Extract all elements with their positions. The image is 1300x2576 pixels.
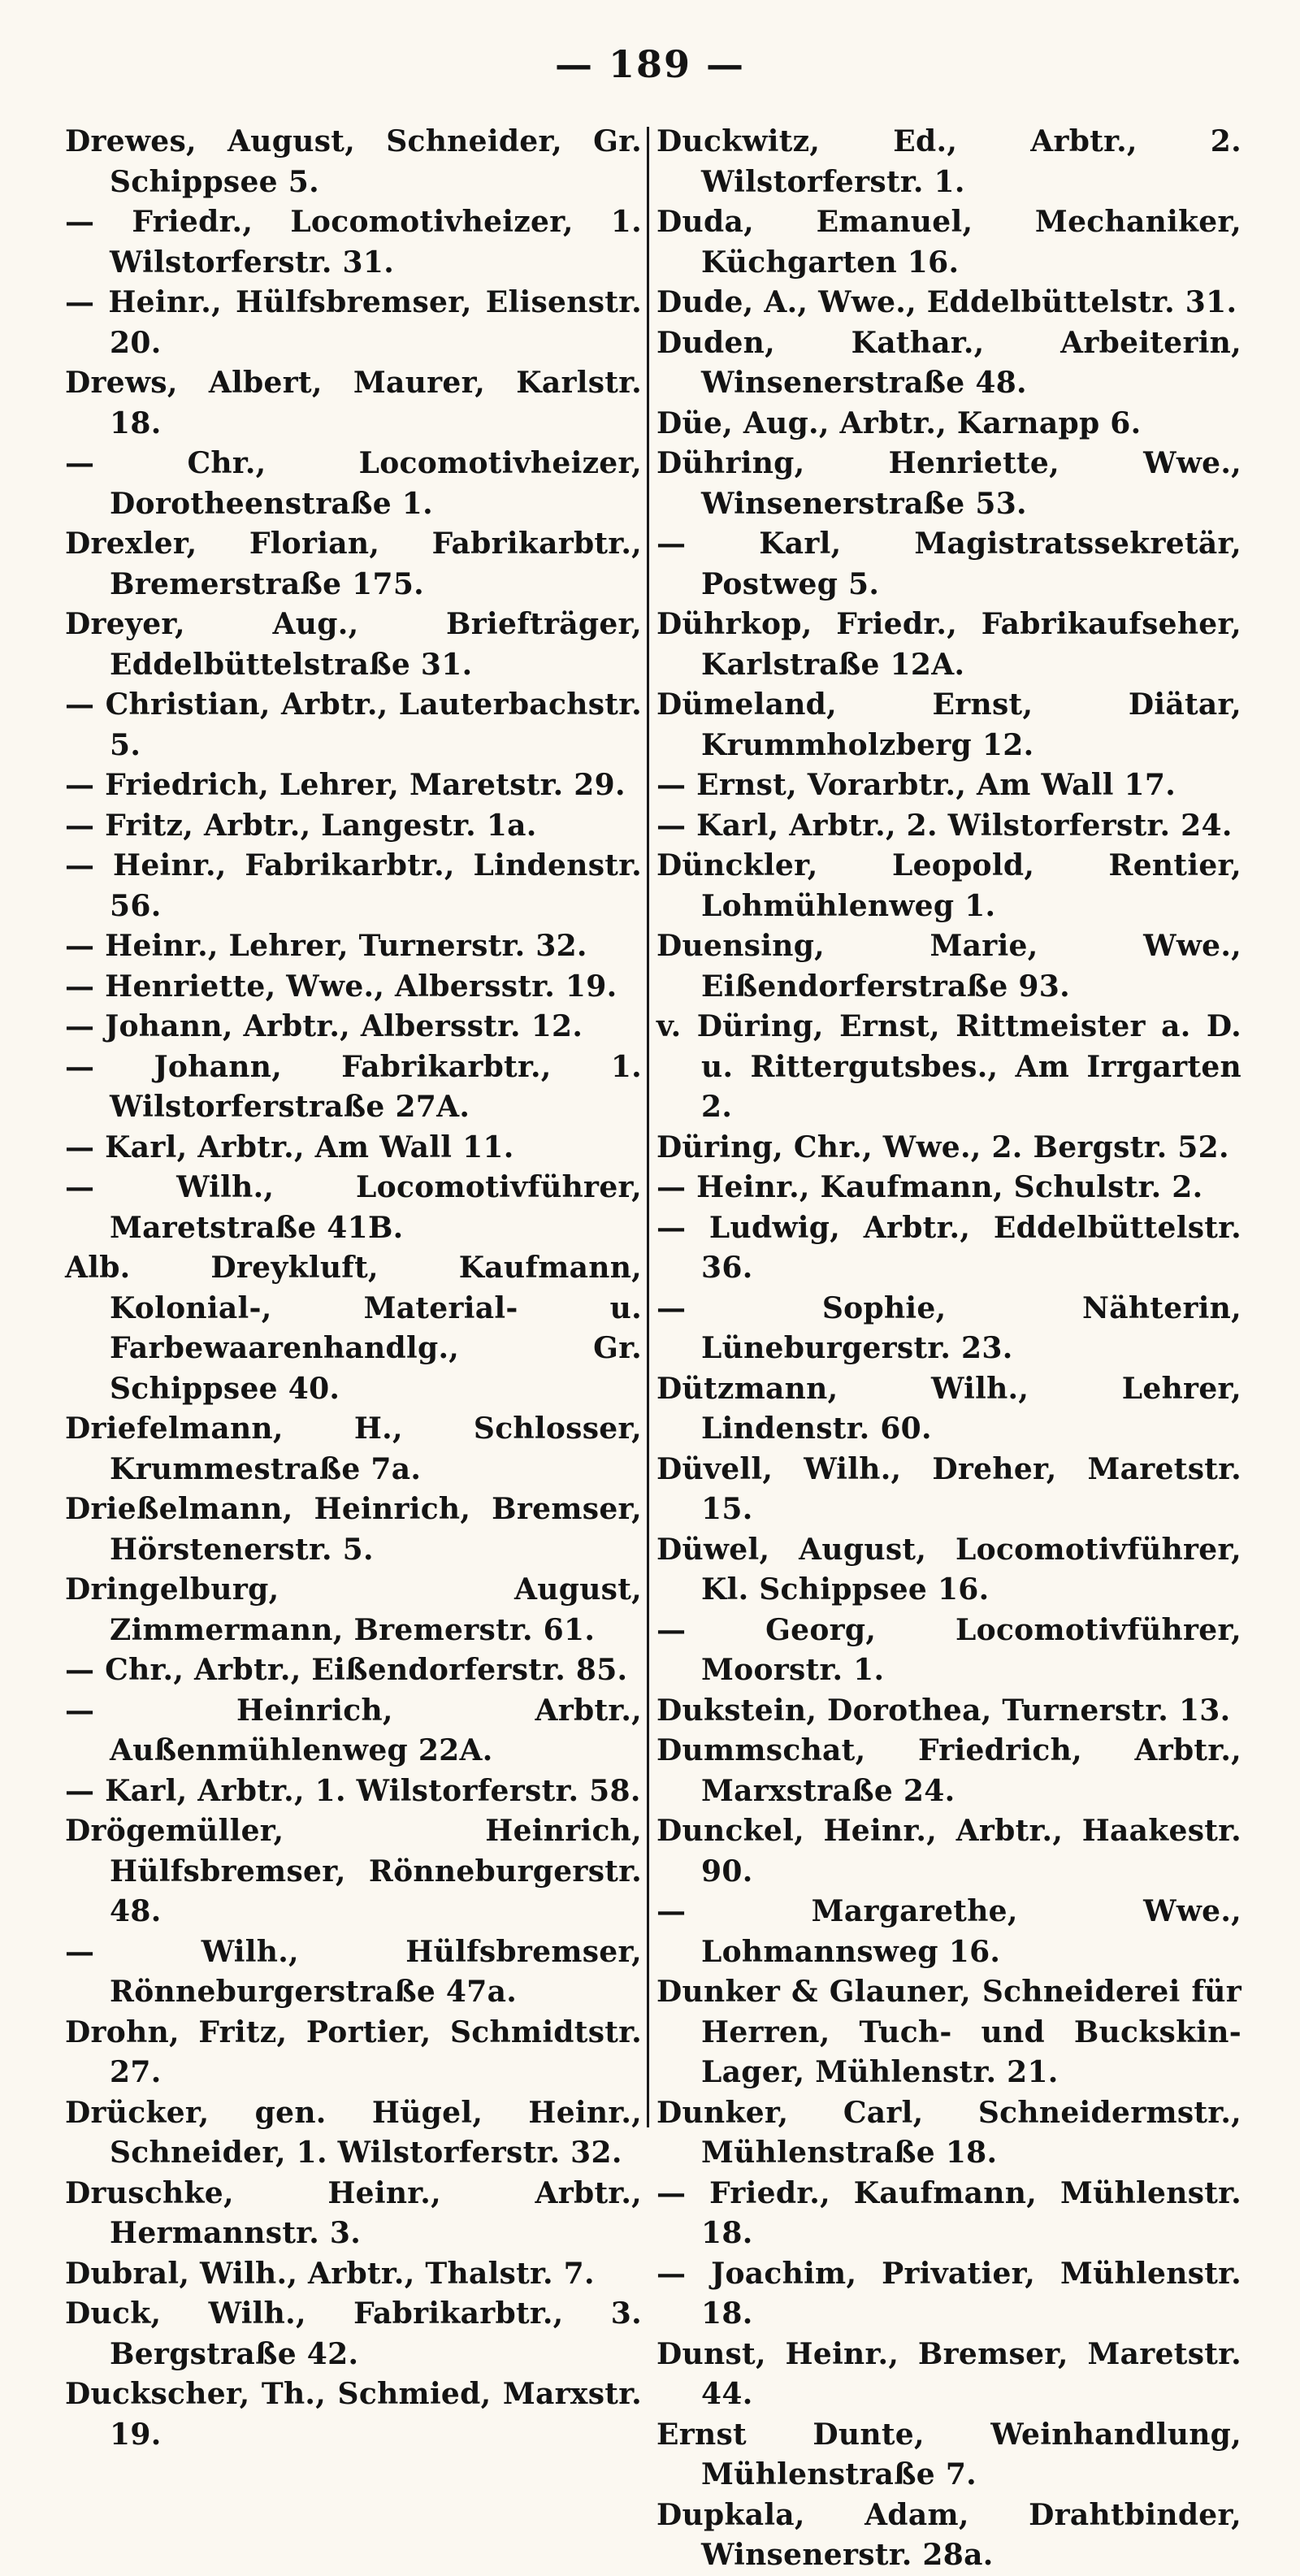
- directory-entry: v. Düring, Ernst, Rittmeister a. D. u. Rittergutsbes., Am Irrgarten 2.: [656, 1009, 1242, 1124]
- directory-entry: — Karl, Magistratssekretär, Postweg 5.: [656, 527, 1242, 601]
- directory-entry: Dützmann, Wilh., Lehrer, Lindenstr. 60.: [656, 1371, 1242, 1446]
- directory-entry: — Christian, Arbtr., Lauterbachstr. 5.: [65, 687, 642, 762]
- directory-entry: Düe, Aug., Arbtr., Karnapp 6.: [656, 405, 1142, 440]
- directory-entry: Düvell, Wilh., Dreher, Maretstr. 15.: [656, 1451, 1242, 1526]
- directory-entry: — Johann, Fabrikarbtr., 1. Wilstorferstraße 27A.: [65, 1049, 642, 1124]
- directory-entry: Drews, Albert, Maurer, Karlstr. 18.: [65, 366, 642, 440]
- directory-entry: Duda, Emanuel, Mechaniker, Küchgarten 16.: [656, 205, 1242, 280]
- directory-entry: Drexler, Florian, Fabrikarbtr., Bremerstraße 175.: [65, 527, 642, 601]
- directory-entry: Dunckel, Heinr., Arbtr., Haakestr. 90.: [656, 1814, 1242, 1889]
- directory-entry: — Heinr., Lehrer, Turnerstr. 32.: [65, 929, 587, 963]
- directory-entry: Drücker, gen. Hügel, Heinr., Schneider, 1. Wilstorferstr. 32.: [65, 2095, 642, 2170]
- directory-entry: Dunker & Glauner, Schneiderei für Herren, Tuch- und Buckskin-Lager, Mühlenstr. 21.: [656, 1975, 1242, 2089]
- directory-entry: Duckwitz, Ed., Arbtr., 2. Wilstorferstr. 1.: [656, 124, 1242, 199]
- directory-entry: Drögemüller, Heinrich, Hülfsbremser, Rönneburgerstr. 48.: [65, 1814, 642, 1928]
- directory-entry: Dümeland, Ernst, Diätar, Krummholzberg 12.: [656, 687, 1242, 762]
- directory-entry: — Chr., Locomotivheizer, Dorotheenstraße 1.: [65, 446, 642, 521]
- directory-entry: — Karl, Arbtr., Am Wall 11.: [65, 1130, 514, 1164]
- directory-entry: Düwel, August, Locomotivführer, Kl. Schippsee 16.: [656, 1532, 1242, 1607]
- directory-entry: Dude, A., Wwe., Eddelbüttelstr. 31.: [656, 285, 1237, 319]
- directory-entry: — Heinr., Hülfsbremser, Elisenstr. 20.: [65, 285, 642, 360]
- left-column: [65, 122, 642, 2455]
- directory-entry: — Ernst, Vorarbtr., Am Wall 17.: [656, 768, 1176, 802]
- directory-entry: Ernst Dunte, Weinhandlung, Mühlenstraße 7.: [656, 2417, 1242, 2491]
- directory-entry: — Karl, Arbtr., 2. Wilstorferstr. 24.: [656, 808, 1233, 843]
- directory-entry: Dunker, Carl, Schneidermstr., Mühlenstraße 18.: [656, 2095, 1242, 2170]
- directory-entry: Alb. Dreykluft, Kaufmann, Kolonial-, Material- u. Farbewaarenhandlg., Gr. Schippsee 40.: [65, 1251, 642, 1406]
- directory-entry: — Ludwig, Arbtr., Eddelbüttelstr. 36.: [656, 1210, 1242, 1285]
- directory-entry: — Henriette, Wwe., Albersstr. 19.: [65, 969, 618, 1004]
- directory-entry: — Heinr., Fabrikarbtr., Lindenstr. 56.: [65, 848, 642, 923]
- directory-entry: Drießelmann, Heinrich, Bremser, Hörstenerstr. 5.: [65, 1492, 642, 1567]
- directory-entry: — Wilh., Hülfsbremser, Rönneburgerstraße 47a.: [65, 1934, 642, 2009]
- directory-entry: Duckscher, Th., Schmied, Marxstr. 19.: [65, 2377, 642, 2452]
- directory-entry: — Chr., Arbtr., Eißendorferstr. 85.: [65, 1653, 628, 1687]
- directory-entry: Drewes, August, Schneider, Gr. Schippsee 5.: [65, 124, 642, 199]
- directory-entry: Druschke, Heinr., Arbtr., Hermannstr. 3.: [65, 2175, 642, 2250]
- column-divider: [647, 127, 649, 2127]
- directory-entry: Dünckler, Leopold, Rentier, Lohmühlenweg 1.: [656, 848, 1242, 923]
- directory-entry: Dukstein, Dorothea, Turnerstr. 13.: [656, 1693, 1231, 1728]
- directory-entry: Dührkop, Friedr., Fabrikaufseher, Karlstraße 12A.: [656, 607, 1242, 682]
- directory-entry: — Johann, Arbtr., Albersstr. 12.: [65, 1009, 583, 1043]
- directory-entry: Dunst, Heinr., Bremser, Maretstr. 44.: [656, 2336, 1242, 2411]
- directory-entry: — Sophie, Nähterin, Lüneburgerstr. 23.: [656, 1290, 1242, 1365]
- directory-entry: — Karl, Arbtr., 1. Wilstorferstr. 58.: [65, 1773, 641, 1808]
- directory-entry: Driefelmann, H., Schlosser, Krummestraße 7a.: [65, 1412, 642, 1486]
- directory-entry: — Friedrich, Lehrer, Maretstr. 29.: [65, 768, 626, 802]
- directory-entry: — Joachim, Privatier, Mühlenstr. 18.: [656, 2256, 1242, 2331]
- directory-entry: — Friedr., Locomotivheizer, 1. Wilstorferstr. 31.: [65, 205, 642, 280]
- directory-entry: Dubral, Wilh., Arbtr., Thalstr. 7.: [65, 2256, 595, 2291]
- directory-entry: — Georg, Locomotivführer, Moorstr. 1.: [656, 1612, 1242, 1687]
- directory-entry: — Fritz, Arbtr., Langestr. 1a.: [65, 808, 537, 843]
- directory-entry: Dühring, Henriette, Wwe., Winsenerstraße 53.: [656, 446, 1242, 521]
- page-number: — 189 —: [554, 42, 746, 86]
- directory-entry: — Friedr., Kaufmann, Mühlenstr. 18.: [656, 2175, 1242, 2250]
- directory-entry: — Wilh., Locomotivführer, Maretstraße 41B.: [65, 1170, 642, 1245]
- directory-entry: Dupkala, Adam, Drahtbinder, Winsenerstr. 28a.: [656, 2497, 1242, 2572]
- right-column: [656, 122, 1242, 2576]
- directory-entry: Duensing, Marie, Wwe., Eißendorferstraße 93.: [656, 929, 1242, 1004]
- directory-entry: — Heinrich, Arbtr., Außenmühlenweg 22A.: [65, 1693, 642, 1767]
- directory-entry: Duck, Wilh., Fabrikarbtr., 3. Bergstraße 42.: [65, 2296, 642, 2371]
- directory-entry: Dummschat, Friedrich, Arbtr., Marxstraße 24.: [656, 1733, 1242, 1808]
- directory-entry: — Margarethe, Wwe., Lohmannsweg 16.: [656, 1894, 1242, 1969]
- directory-entry: Duden, Kathar., Arbeiterin, Winsenerstraße 48.: [656, 325, 1242, 400]
- directory-entry: — Heinr., Kaufmann, Schulstr. 2.: [656, 1170, 1203, 1204]
- directory-entry: Düring, Chr., Wwe., 2. Bergstr. 52.: [656, 1130, 1229, 1164]
- directory-entry: Dringelburg, August, Zimmermann, Bremerstr. 61.: [65, 1572, 642, 1647]
- directory-entry: Dreyer, Aug., Briefträger, Eddelbüttelstraße 31.: [65, 607, 642, 682]
- directory-entry: Drohn, Fritz, Portier, Schmidtstr. 27.: [65, 2014, 642, 2089]
